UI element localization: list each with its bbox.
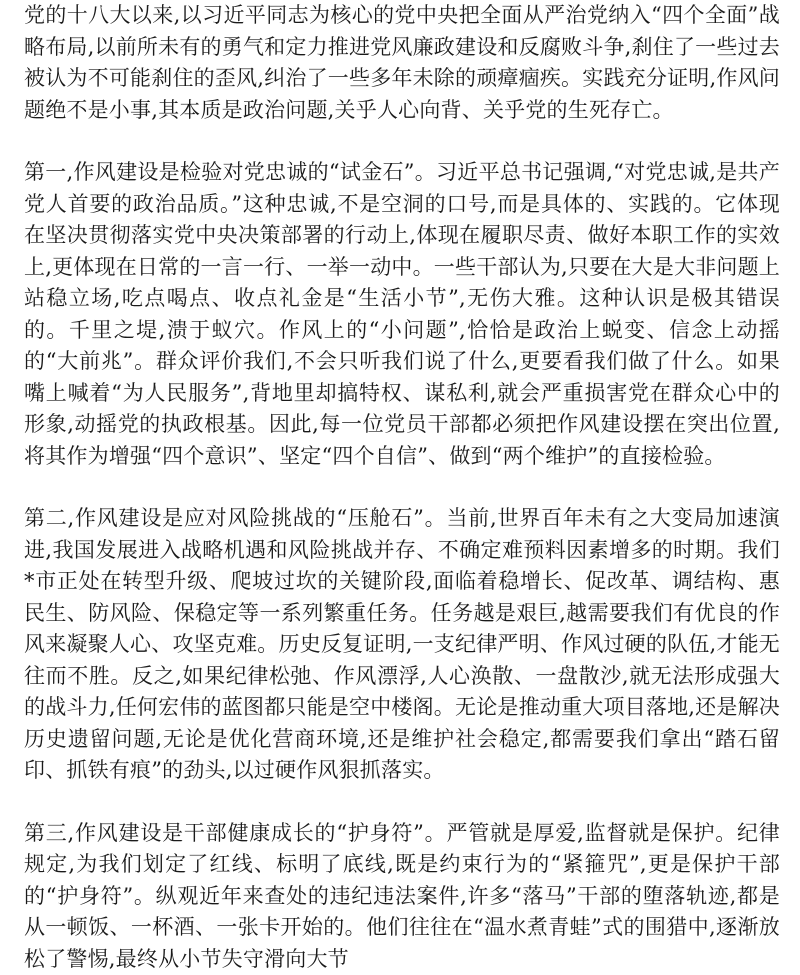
paragraph-intro: 党的十八大以来,以习近平同志为核心的党中央把全面从严治党纳入“四个全面”战略布局,以前所未有的勇气和定力推进党风廉政建设和反腐败斗争,刹住了一些过去被认为不可能刹住的歪风,纠治了一些多年未除的顽瘴痼疾。实践充分证明,作风问题绝不是小事,其本质是政治问题,关乎人心向背、关乎党的生死存亡。 (24, 0, 780, 126)
paragraph-third-point: 第三,作风建设是干部健康成长的“护身符”。严管就是厚爱,监督就是保护。纪律规定,为我们划定了红线、标明了底线,既是约束行为的“紧箍咒”,更是保护干部的“护身符”。纵观近年来查处的违纪违法案件,许多“落马”干部的堕落轨迹,都是从一顿饭、一杯酒、一张卡开始的。他们往往在“温水煮青蛙”式的围猎中,逐渐放松了警惕,最终从小节失守滑向大节 (24, 818, 780, 975)
document-body (24, 0, 780, 975)
paragraph-first-point: 第一,作风建设是检验对党忠诚的“试金石”。习近平总书记强调,“对党忠诚,是共产党人首要的政治品质。”这种忠诚,不是空洞的口号,而是具体的、实践的。它体现在坚决贯彻落实党中央决策部署的行动上,体现在履职尽责、做好本职工作的实效上,更体现在日常的一言一行、一举一动中。一些干部认为,只要在大是大非问题上站稳立场,吃点喝点、收点礼金是“生活小节”,无伤大雅。这种认识是极其错误的。千里之堤,溃于蚁穴。作风上的“小问题”,恰恰是政治上蜕变、信念上动摇的“大前兆”。群众评价我们,不会只听我们说了什么,更要看我们做了什么。如果嘴上喊着“为人民服务”,背地里却搞特权、谋私利,就会严重损害党在群众心中的形象,动摇党的执政根基。因此,每一位党员干部都必须把作风建设摆在突出位置,将其作为增强“四个意识”、坚定“四个自信”、做到“两个维护”的直接检验。 (24, 157, 780, 472)
paragraph-second-point: 第二,作风建设是应对风险挑战的“压舱石”。当前,世界百年未有之大变局加速演进,我国发展进入战略机遇和风险挑战并存、不确定难预料因素增多的时期。我们*市正处在转型升级、爬坡过坎的关键阶段,面临着稳增长、促改革、调结构、惠民生、防风险、保稳定等一系列繁重任务。任务越是艰巨,越需要我们有优良的作风来凝聚人心、攻坚克难。历史反复证明,一支纪律严明、作风过硬的队伍,才能无往而不胜。反之,如果纪律松弛、作风漂浮,人心涣散、一盘散沙,就无法形成强大的战斗力,任何宏伟的蓝图都只能是空中楼阁。无论是推动重大项目落地,还是解决历史遗留问题,无论是优化营商环境,还是维护社会稳定,都需要我们拿出“踏石留印、抓铁有痕”的劲头,以过硬作风狠抓落实。 (24, 503, 780, 787)
